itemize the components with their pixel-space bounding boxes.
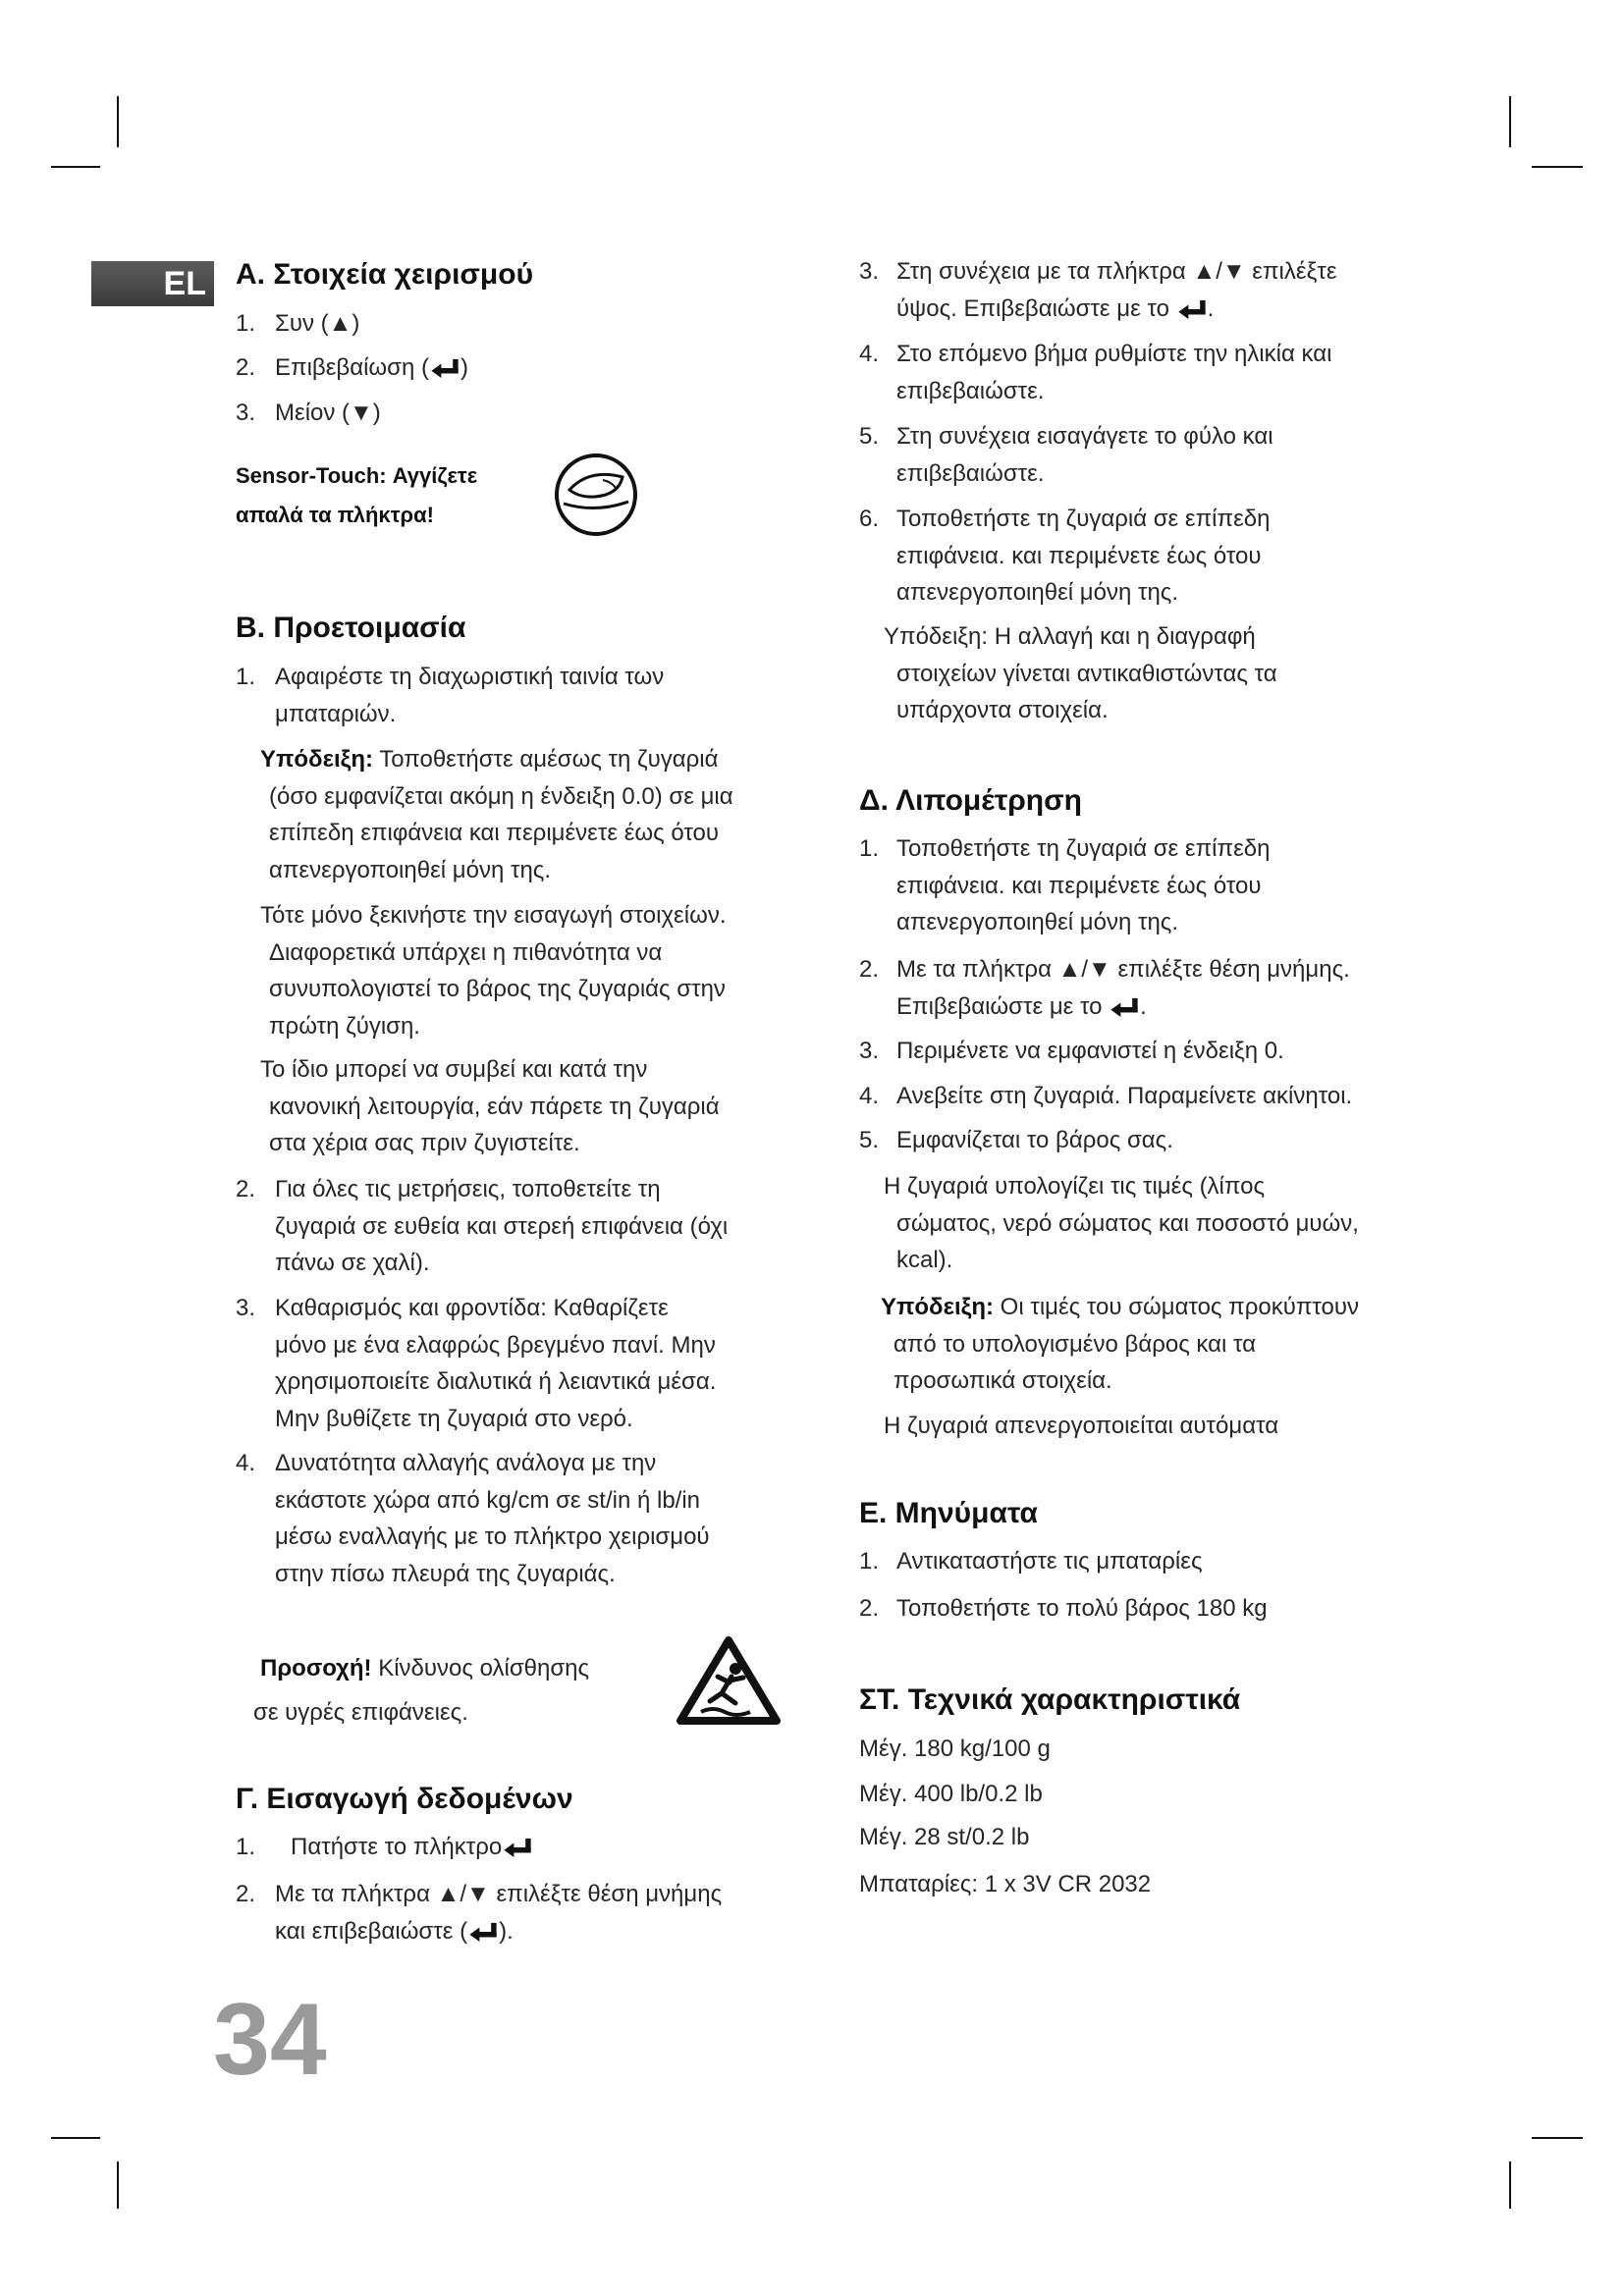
item-text-before: Με τα πλήκτρα ▲/▼ επιλέξτε θέση μνήμης και επιβεβαιώστε ( <box>275 1881 723 1945</box>
item-number: 3. <box>859 258 880 285</box>
section-c-hint: Υπόδειξη: Η αλλαγή και η διαγραφή στοιχείων γίνεται αντικαθιστώντας τα υπάρχοντα στοιχεία. <box>884 623 1277 723</box>
item-text-after: ). <box>499 1917 514 1945</box>
item-number: 4. <box>859 341 880 367</box>
spec-batteries: Μπαταρίες: 1 x 3V CR 2032 <box>859 1871 1152 1897</box>
item-text: Τοποθετήστε τη ζυγαριά σε επίπεδη επιφάνεια. και περιμένετε έως ότου απενεργοποιηθεί μόνη της. <box>896 506 1271 606</box>
caution-text: Κίνδυνος ολίσθησης σε υγρές επιφάνειες. <box>253 1655 590 1726</box>
item-number: 3. <box>859 1038 880 1064</box>
item-number: 5. <box>859 423 880 450</box>
crop-mark-top-left-horizontal <box>51 166 100 168</box>
spec-max-st: Μέγ. 28 st/0.2 lb <box>859 1824 1030 1850</box>
page-number: 34 <box>213 1983 327 2097</box>
section-b-title: Β. Προετοιμασία <box>236 612 466 644</box>
crop-mark-bottom-right-horizontal <box>1532 2137 1583 2139</box>
crop-mark-top-right-horizontal <box>1532 166 1583 168</box>
crop-mark-top-left-vertical <box>117 96 119 147</box>
item-number: 4. <box>236 1450 256 1476</box>
item-text <box>291 1829 533 1866</box>
item-number: 1. <box>236 310 256 337</box>
item-text-after: . <box>1207 294 1215 322</box>
item-text: Συν (▲) <box>275 310 360 337</box>
section-b-item-3 <box>236 1290 716 1437</box>
slippery-surface-warning-icon <box>674 1631 784 1730</box>
item-text-before: Στη συνέχεια με τα πλήκτρα ▲/▼ επιλέξτε ύψος. Επιβεβαιώστε με το <box>896 258 1337 322</box>
sensor-touch-note: Sensor-Touch: Αγγίζετε απαλά τα πλήκτρα! <box>236 463 478 527</box>
item-number: 2. <box>859 956 880 983</box>
item-text-before: Πατήστε το πλήκτρο <box>291 1834 503 1860</box>
section-e-item-2 <box>859 1590 1268 1628</box>
crop-mark-bottom-left-horizontal <box>51 2137 100 2139</box>
section-d-hint <box>881 1289 1359 1400</box>
hint-text: Τοποθετήστε αμέσως τη ζυγαριά (όσο εμφανίζεται ακόμη η ένδειξη 0.0) σε μια επίπεδη επιφάνεια και περιμένετε έως ότου απενεργοποιηθεί μόνη της. <box>269 746 733 883</box>
item-number: 2. <box>859 1595 880 1622</box>
item-number: 2. <box>236 1176 256 1202</box>
section-e-title: Ε. Μηνύματα <box>859 1497 1038 1529</box>
item-text <box>896 951 1350 1025</box>
crop-mark-top-right-vertical <box>1509 96 1511 147</box>
item-text: Αφαιρέστε τη διαχωριστική ταινία των μπαταριών. <box>275 664 665 727</box>
section-c-item-3 <box>859 253 1337 327</box>
section-d-item-2 <box>859 951 1350 1025</box>
section-d-title: Δ. Λιπομέτρηση <box>859 784 1082 817</box>
section-f-title: ΣΤ. Τεχνικά χαρακτηριστικά <box>859 1683 1241 1716</box>
item-text: Δυνατότητα αλλαγής ανάλογα με την εκάστοτε χώρα από kg/cm σε st/in ή lb/in μέσω εναλλαγής με το πλήκτρο χειρισμού στην πίσω πλευρά της ζυγαριάς. <box>275 1450 710 1587</box>
section-b-item-2 <box>236 1171 728 1282</box>
spec-max-lb: Μέγ. 400 lb/0.2 lb <box>859 1781 1043 1807</box>
item-number: 1. <box>859 835 880 862</box>
section-b-item-4 <box>236 1445 710 1592</box>
section-d-item-3 <box>859 1033 1284 1070</box>
item-number: 2. <box>236 1881 256 1907</box>
item-text-before: Επιβεβαίωση ( <box>275 354 429 381</box>
section-c-item-2 <box>236 1876 722 1949</box>
item-number: 3. <box>236 1295 256 1321</box>
item-number: 1. <box>236 1834 256 1860</box>
item-text-after: . <box>1140 992 1147 1020</box>
item-text: Εμφανίζεται το βάρος σας. <box>896 1127 1173 1153</box>
crop-mark-bottom-left-vertical <box>117 2162 119 2209</box>
section-d-paragraph-2: Η ζυγαριά απενεργοποιείται αυτόματα <box>884 1413 1279 1439</box>
crop-mark-bottom-right-vertical <box>1509 2162 1511 2209</box>
item-number: 5. <box>859 1127 880 1153</box>
item-number: 6. <box>859 506 880 532</box>
hint-text: Οι τιμές του σώματος προκύπτουν από το υπολογισμένο βάρος και τα προσωπικά στοιχεία. <box>893 1294 1360 1394</box>
item-text: Καθαρισμός και φροντίδα: Καθαρίζετε μόνο με ένα ελαφρώς βρεγμένο πανί. Μην χρησιμοποιείτε διαλυτικά ή λειαντικά μέσα. Μην βυθίζετε τη ζυγαριά στο νερό. <box>275 1295 717 1432</box>
item-number: 2. <box>236 354 256 381</box>
item-text <box>275 1876 722 1949</box>
enter-key-icon <box>1110 997 1139 1017</box>
section-b-paragraph-2: Το ίδιο μπορεί να συμβεί και κατά την κανονική λειτουργία, εάν πάρετε τη ζυγαριά στα χέρια σας πριν ζυγιστείτε. <box>260 1056 720 1156</box>
section-c-item-1 <box>236 1829 533 1866</box>
section-a-item-3 <box>236 395 381 432</box>
item-number: 1. <box>859 1548 880 1575</box>
section-c-title: Γ. Εισαγωγή δεδομένων <box>236 1783 573 1815</box>
section-d-item-1 <box>859 830 1270 941</box>
item-text: Μείον (▼) <box>275 400 381 426</box>
section-a-item-2 <box>236 349 468 387</box>
item-text: Στο επόμενο βήμα ρυθμίστε την ηλικία και επιβεβαιώστε. <box>896 341 1332 404</box>
item-text <box>896 253 1337 327</box>
item-text: Για όλες τις μετρήσεις, τοποθετείτε τη ζυγαριά σε ευθεία και στερεή επιφάνεια (όχι πάνω σε χαλί). <box>275 1176 729 1276</box>
section-e-item-1 <box>859 1543 1203 1580</box>
section-d-item-5 <box>859 1122 1173 1159</box>
enter-key-icon <box>1177 299 1207 319</box>
section-d-paragraph-1: Η ζυγαριά υπολογίζει τις τιμές (λίπος σώματος, νερό σώματος και ποσοστό μυών, kcal). <box>884 1173 1359 1273</box>
section-d-item-4 <box>859 1078 1352 1115</box>
item-text-after: ) <box>460 354 468 381</box>
section-b-paragraph-1: Τότε μόνο ξεκινήστε την εισαγωγή στοιχείων. Διαφορετικά υπάρχει η πιθανότητα να συνυπολογιστεί το βάρος της ζυγαριάς στην πρώτη ζύγιση. <box>260 902 727 1040</box>
item-text: Στη συνέχεια εισαγάγετε το φύλο και επιβεβαιώστε. <box>896 423 1273 487</box>
enter-key-icon <box>430 358 460 378</box>
item-text <box>275 349 468 387</box>
section-a-title: Α. Στοιχεία χειρισμού <box>236 258 534 291</box>
item-text: Τοποθετήστε το πολύ βάρος 180 kg <box>896 1595 1268 1622</box>
section-b-item-1 <box>236 659 664 732</box>
item-text: Ανεβείτε στη ζυγαριά. Παραμείνετε ακίνητοι. <box>896 1083 1353 1109</box>
item-text: Τοποθετήστε τη ζυγαριά σε επίπεδη επιφάνεια. και περιμένετε έως ότου απενεργοποιηθεί μόνη της. <box>896 835 1271 935</box>
section-b-hint <box>260 741 733 888</box>
item-text: Περιμένετε να εμφανιστεί η ένδειξη 0. <box>896 1038 1284 1064</box>
spec-max-kg: Μέγ. 180 kg/100 g <box>859 1735 1051 1762</box>
item-text: Αντικαταστήστε τις μπαταρίες <box>896 1548 1203 1575</box>
hint-label: Υπόδειξη: <box>260 746 373 773</box>
enter-key-icon <box>468 1922 498 1942</box>
language-tab: EL <box>91 261 214 306</box>
item-text-before: Με τα πλήκτρα ▲/▼ επιλέξτε θέση μνήμης. Επιβεβαιώστε με το <box>896 956 1350 1020</box>
section-c-item-6 <box>859 501 1270 612</box>
item-number: 1. <box>236 664 256 690</box>
sensor-touch-icon <box>552 451 640 539</box>
hint-label: Υπόδειξη: <box>881 1294 994 1320</box>
caution-label: Προσοχή! <box>260 1655 372 1682</box>
section-c-item-4 <box>859 336 1331 409</box>
caution-note <box>253 1646 589 1735</box>
item-number: 4. <box>859 1083 880 1109</box>
item-number: 3. <box>236 400 256 426</box>
section-c-item-5 <box>859 418 1273 492</box>
enter-key-icon <box>503 1838 532 1857</box>
section-a-item-1 <box>236 305 359 343</box>
